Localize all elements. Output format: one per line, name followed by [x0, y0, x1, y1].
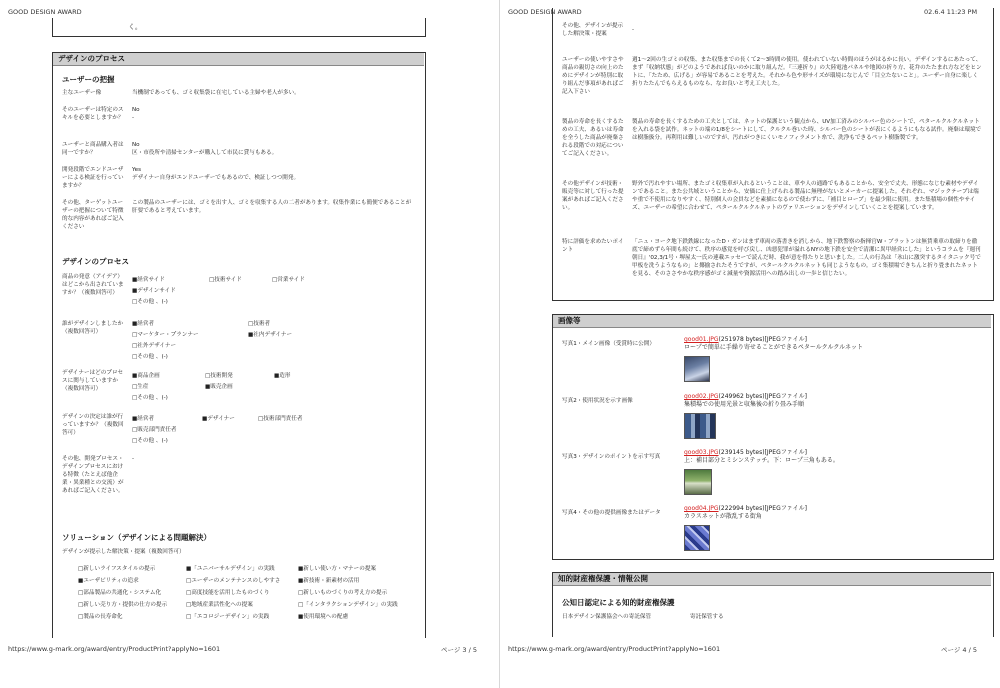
section-title: デザインのプロセス — [53, 53, 424, 66]
row-label: 特に評価を求めたいポイント — [562, 239, 624, 253]
photo-file-link[interactable]: good04.JPG — [684, 505, 719, 512]
checkbox-item: □ 技術サイド — [209, 276, 242, 284]
photo-caption: 上：補目部分とミシンステッチ。下：ロープ三角もある。 — [684, 457, 839, 464]
checkbox-item: □ マーケター・プランナー — [132, 331, 199, 339]
ip-row-value: 寄託保管する — [690, 614, 724, 620]
photo-caption: カラスネットが散乱する街角 — [684, 513, 762, 520]
photo-thumbnail[interactable] — [684, 525, 710, 551]
checkbox-item: □ その他 、(-) — [132, 394, 168, 402]
checkbox-item: □ 技術者 — [248, 320, 270, 328]
checkbox-item: □ 製品の長寿命化 — [78, 613, 122, 621]
solution-label: デザインが提示した解決策・提案（複数回答可） — [62, 549, 185, 555]
checkbox-item: □ 技術部門責任者 — [258, 415, 302, 423]
footer-url[interactable]: https://www.g-mark.org/award/entry/ProductPrint?applyNo=1601 — [508, 645, 721, 653]
checkbox-item: □ 新しいライフスタイルの提示 — [78, 565, 155, 573]
checkbox-item: □ 営業サイド — [272, 276, 305, 284]
photo-thumbnail[interactable] — [684, 413, 716, 439]
row-value: 野外で汚れやすい場所、またゴミ収集車が入れるということは、車や人の通路でもあることから、安全で丈夫、形態になじむ素材やデザインであること。また公共域ということから、安価に仕上げられる製品に無理がないとメーカーに提案した。それぞれ、マジックテープは端や重で不使用になりやすく、特別個人の会員などを素描になるので使わずに、「補目とロープ」を最少限に使用。また集積場の個性やサイズ、ユーザーの希望に合わせて、ペタールクルクルネットのヴァリエーションをデザインしていくことを提案しています。 — [632, 181, 979, 211]
page-4 — [500, 0, 1000, 688]
checkbox-item: □ 技術開発 — [205, 372, 233, 380]
checkbox-item: □ 販売部門責任者 — [132, 426, 176, 434]
ip-title: 知的財産権保護・情報公開 — [553, 573, 991, 586]
photo-file-link[interactable]: good02.JPG — [684, 393, 719, 400]
checkbox-item: ■ 販売企画 — [205, 383, 233, 391]
photo-info: good03.JPG(239145 bytes)[JPEGファイル] 上：補目部分とミシンステッチ。下：ロープ三角もある。 — [684, 449, 839, 464]
checkbox-item: □ 「インタラクションデザイン」の実践 — [298, 601, 398, 609]
photo-info: good02.JPG(249962 bytes)[JPEGファイル] 集積場での使用光景と収集後の折り畳み手順 — [684, 393, 807, 408]
row-label: ユーザーの使いやすさや商品の親切さの向上のためにデザインが特別に取り組んだ事項があればご記入下さい — [562, 57, 624, 95]
row-label: そのユーザーは特定のスキルを必要としますか？ — [62, 107, 124, 121]
checkbox-item: □ ユーザーのメンテナンスのしやすさ — [186, 577, 280, 585]
checkbox-item: □ その他 、(-) — [132, 298, 168, 306]
row-value: - — [632, 27, 635, 33]
photo-info: good04.JPG(222994 bytes)[JPEGファイル] カラスネットが散乱する街角 — [684, 505, 807, 520]
photo-label: 写真3・デザインのポイントを示す写真 — [562, 454, 661, 460]
checkbox-item: ■ 経営者 — [132, 320, 154, 328]
checkbox-item: □ その他 、(-) — [132, 353, 168, 361]
solution-subheading: ソリューション（デザインによる問題解決） — [62, 533, 211, 542]
photo-caption: 集積場での使用光景と収集後の折り畳み手順 — [684, 401, 805, 408]
checkbox-item: ■ 社内デザイナー — [248, 331, 292, 339]
row-label: その他、デザインが提示した解決策・提案 — [562, 23, 624, 37]
question-label: デザインの決定は誰が行っていますか？（複数回答可） — [62, 414, 124, 436]
photo-info: good01.JPG(251978 bytes)[JPEGファイル] ロープで簡単に手繰り寄せることができるペタールクルクルネット — [684, 336, 863, 351]
footer-page: ページ 3 / 5 — [441, 646, 478, 654]
checkbox-item: □ 地域産業活性化への提案 — [186, 601, 253, 609]
question-value: - — [132, 456, 135, 462]
question-label: その他、開発プロセス・デザインプロセスにおける特徴（たとえば他企業・異業種との交流）があればご記入ください。 — [62, 456, 124, 494]
row-value: Yes デザイナー自身がエンドユーザーでもあるので、検証しつつ開発。 — [132, 167, 300, 181]
checkbox-item: □ その他 、(-) — [132, 437, 168, 445]
ip-row-label: 日本デザイン保護協会への寄託保管 — [562, 614, 652, 620]
row-label: その他、ターゲットユーザーの把握について特徴的な内容があればご記入ください — [62, 200, 124, 230]
row-value: 「ニュ・ヨーク地下鉄鉄線になったD・ガンはまず車両の落書きを消しから、地下鉄警察の指揮官W・ブラットンは無賃乗車の取締りを徹底で締めずら年間も続けて、秩序の感覚を呼び戻し、凶悪犯罪が溢れるNYの地下鉄を安全で清潔に異甲経営にした」というコラムを『週刊朝日』'02,3/1号・堺屋太一氏の連載エッセーで読んだ時、我が意を得たりと思いました。二人の行為は「氷山に激突するタイタニック号で甲板を洗うようなもの」と揶揄されたそうですが、ペタールクルクルネットも同じようなもの。ゴミ集積場できちんと折り畳まれたネットを見る、そのささやかな秩序感がゴミ減量や資源活用への踏み出しの一歩と信じたい。 — [632, 239, 981, 277]
checkbox-item: ■ 造形 — [274, 372, 291, 380]
checkbox-item: □ 新しい売り方・提供の仕方の提示 — [78, 601, 167, 609]
row-value: No - — [132, 107, 140, 121]
row-label: ユーザーと商品購入者は同一ですか？ — [62, 142, 124, 156]
row-label: 主なユーザー像 — [62, 90, 102, 96]
checkbox-item: □ 「エコロジーデザイン」の実践 — [186, 613, 269, 621]
header-title: GOOD DESIGN AWARD — [508, 8, 582, 16]
checkbox-item: ■ 新しい使い方・マナーの提案 — [298, 565, 376, 573]
checkbox-item: □ 部品製品の共通化・システム化 — [78, 589, 161, 597]
checkbox-item: ■ 経営者 — [132, 415, 154, 423]
row-value: この製品のユーザーには、ゴミを出す人、ゴミを収集する人の二者があります。収集作業にも簡便であることが肝要であると考えています。 — [132, 200, 412, 214]
checkbox-item: ■ 使用環境への配慮 — [298, 613, 348, 621]
row-label: 開発段階でエンドユーザーによる検証を行っていますか？ — [62, 167, 124, 189]
row-value: No 区・市役所や清掃センターが購入して市民に貸与もある。 — [132, 142, 278, 156]
photo-file-link[interactable]: good01.JPG — [684, 336, 719, 343]
question-label: 商品の発意（アイデア）はどこから出されていますか？（複数回答可） — [62, 274, 124, 296]
checkbox-item: □ 社外デザイナー — [132, 342, 176, 350]
question-label: デザイナーはどのプロセスに関与していますか（複数回答可） — [62, 370, 124, 392]
photo-caption: ロープで簡単に手繰り寄せることができるペタールクルクルネット — [684, 344, 863, 351]
checkbox-item: ■ ユーザビリティの追求 — [78, 577, 139, 585]
ip-subtitle: 公知日認定による知的財産権保護 — [562, 598, 675, 607]
checkbox-item: □ 新しいものづくりの考え方の提示 — [298, 589, 387, 597]
photo-thumbnail[interactable] — [684, 356, 710, 382]
fragment-text: く。 — [128, 23, 142, 31]
photo-label: 写真2・使用状況を示す画像 — [562, 398, 633, 404]
checkbox-item: ■ デザインサイド — [132, 287, 176, 295]
footer-url[interactable]: https://www.g-mark.org/award/entry/ProductPrint?applyNo=1601 — [8, 645, 221, 653]
prev-section-box — [52, 18, 426, 37]
row-label: 製品の寿命を長くするための工夫、あるいは寿命を全うした商品が廃棄される段階での対応についてご記入ください。 — [562, 119, 624, 157]
row-value: 製品の寿命を長くするための工夫としては、ネットの保護という観点から、UV加工済みのシルバー色のシートで、ペタールクルクルネットを入れる袋を試作。ネットの端の1/8をシートにして、クルクル巻いた時、シルバー色のシートが表にくるようにもなる試作。廃棄は環境では樹脂扱分。再利用は難しいのですが、汚れがつきにくいモノフィラメント糸で、洗浄もできるペット樹脂製です。 — [632, 119, 982, 141]
checkbox-item: ■ 経営サイド — [132, 276, 165, 284]
row-value: 週1〜2回の生ゴミの収集、また収集までの長くて2〜3時間の使用。使われていない時間のほうがはるかに長い。デザインするにあたって、まず「収納状態」がどのようであれば良いのかに取り組んだ。『三連折り』の大陸電池パネルや地図の折り方、花弁のたたまれ方などをヒントに、「たため、広げる」が容易であることを考えた。それから色や形サイズが環境になじんで「目立たないこと」。ユーザー自身に楽しく折りたたんでもらえるものなら、なお良いと考え工夫した。 — [632, 57, 982, 87]
checkbox-item: ■ 商品企画 — [132, 372, 160, 380]
user-subheading: ユーザーの把握 — [62, 75, 115, 84]
images-title: 画像等 — [553, 315, 991, 328]
checkbox-item: ■ 新技術・新素材の活用 — [298, 577, 359, 585]
footer-page: ページ 4 / 5 — [941, 646, 978, 654]
photo-file-link[interactable]: good03.JPG — [684, 449, 719, 456]
checkbox-item: ■ 「ユニバーサルデザイン」の実践 — [186, 565, 275, 573]
photo-label: 写真4・その他の提供画像またはデータ — [562, 510, 661, 516]
row-value: 当機制であっても、ゴミ収集袋に在宅している主婦や老人が多い。 — [132, 90, 300, 96]
checkbox-item: □ 生産 — [132, 383, 149, 391]
row-label: その他デザインが技術・販売等に対して行った提案があればご記入ください。 — [562, 181, 624, 211]
checkbox-item: □ 高度技能を活用したものづくり — [186, 589, 270, 597]
process-subheading: デザインのプロセス — [62, 257, 129, 266]
checkbox-item: ■ デザイナー — [202, 415, 235, 423]
header-title: GOOD DESIGN AWARD — [8, 8, 82, 16]
header-date: 02.6.4 11:23 PM — [924, 8, 978, 16]
photo-thumbnail[interactable] — [684, 469, 712, 495]
photo-label: 写真1・メイン画像（受賞時に公開） — [562, 341, 655, 347]
question-label: 誰がデザインしましたか（複数回答可） — [62, 321, 124, 335]
